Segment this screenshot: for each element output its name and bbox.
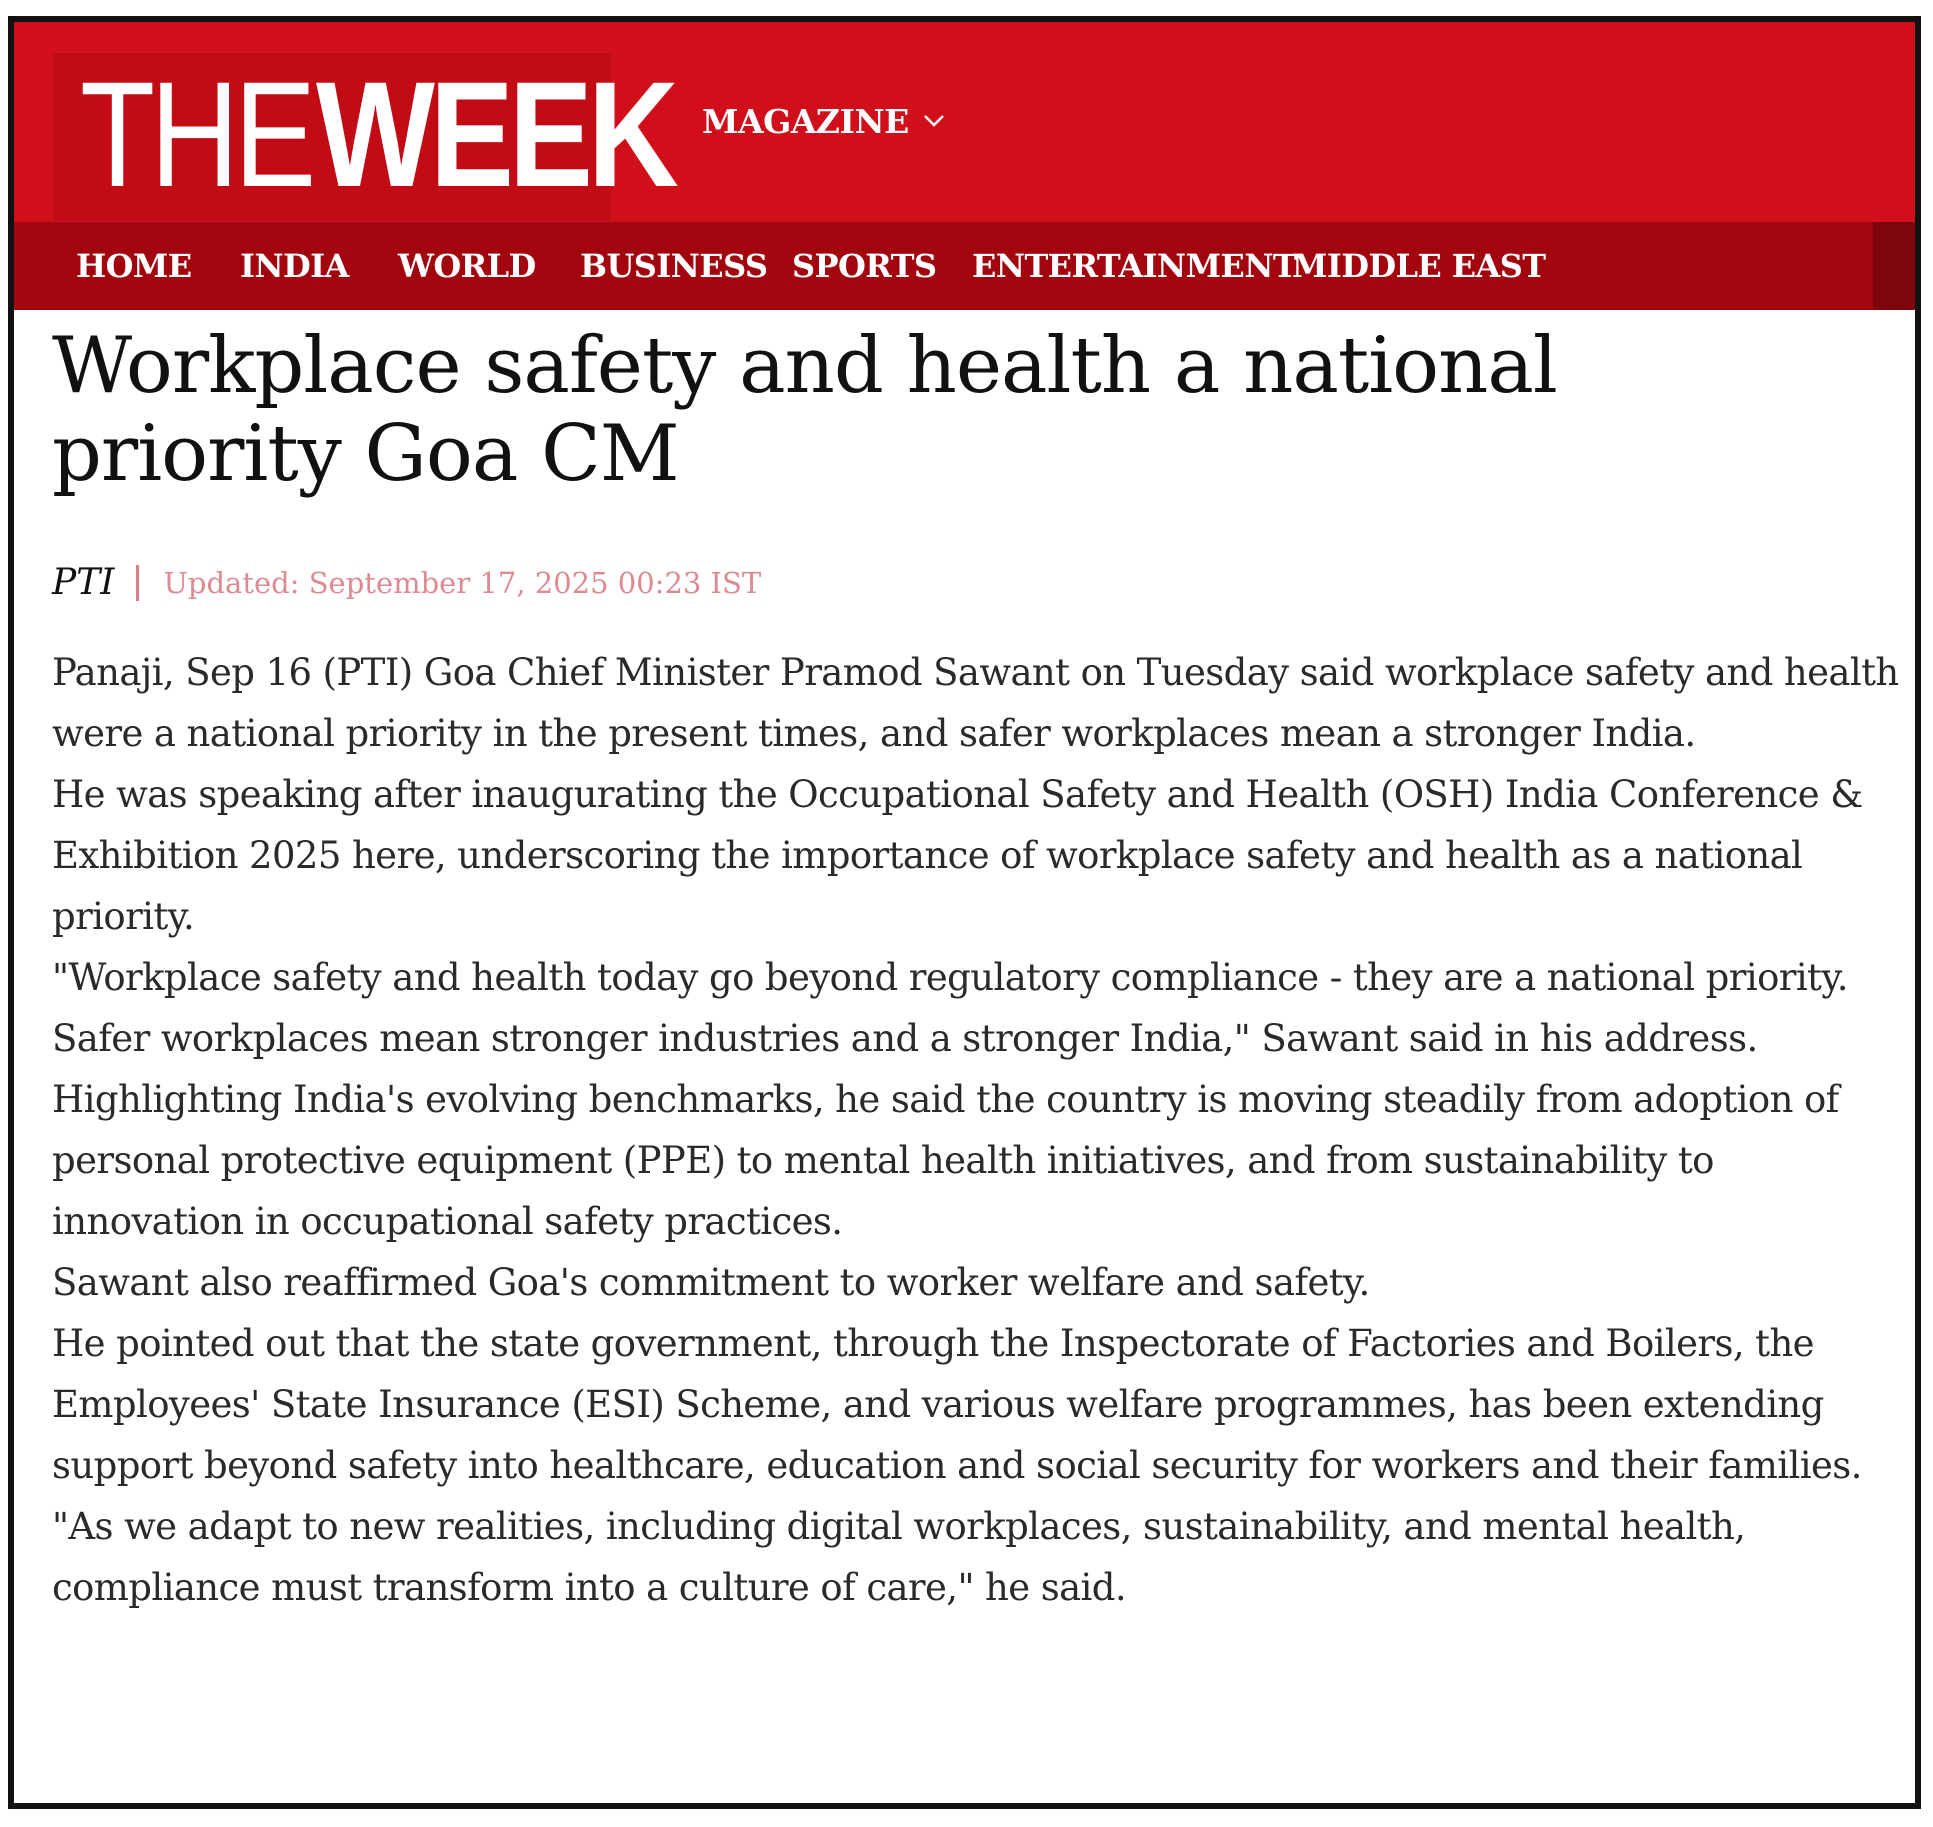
article-byline (52, 562, 761, 603)
article-body (52, 642, 1912, 1618)
magazine-dropdown[interactable] (702, 102, 945, 141)
article-headline: Workplace safety and health a national priority Goa CM (52, 321, 1557, 499)
main-nav (14, 222, 1915, 310)
site-header (14, 22, 1915, 222)
article-paragraph: He pointed out that the state government, through the Inspectorate of Factories and Boilers, the Employees' State Insurance (ESI) Scheme, and various welfare programmes, has been extending support beyond safety into healthcare, education and social security for workers and their families. (52, 1322, 1862, 1487)
article-paragraph: Highlighting India's evolving benchmarks, he said the country is moving steadily from adoption of personal protective equipment (PPE) to mental health initiatives, and from sustainability to innovation in occupational safety practices. (52, 1078, 1839, 1243)
site-logo[interactable] (52, 50, 674, 222)
nav-item-middle-east[interactable]: MIDDLE EAST (1292, 247, 1546, 285)
logo-bold-text: WEEK (316, 50, 674, 218)
nav-item-entertainment[interactable]: ENTERTAINMENT (972, 247, 1297, 285)
byline-separator (136, 565, 139, 601)
screenshot-frame (8, 16, 1921, 1809)
article-paragraph: "Workplace safety and health today go beyond regulatory compliance - they are a national priority. Safer workplaces mean stronger industries and a stronger India," Sawant said in his address. (52, 956, 1848, 1060)
article-author[interactable]: PTI (52, 562, 115, 603)
article-paragraph: He was speaking after inaugurating the Occupational Safety and Health (OSH) India Conference & Exhibition 2025 here, underscoring the importance of workplace safety and health as a national priority. (52, 773, 1863, 938)
article-paragraph: "As we adapt to new realities, including digital workplaces, sustainability, and mental health, compliance must transform into a culture of care," he said. (52, 1505, 1746, 1609)
article-updated-time: Updated: September 17, 2025 00:23 IST (163, 565, 762, 600)
magazine-label: MAGAZINE (702, 102, 909, 141)
nav-overflow-strip (1873, 222, 1915, 310)
logo-thin-text: THE (80, 50, 312, 218)
logo-wordmark (80, 50, 742, 218)
nav-item-business[interactable]: BUSINESS (580, 247, 768, 285)
nav-item-world[interactable]: WORLD (398, 247, 536, 285)
nav-item-home[interactable]: HOME (76, 247, 192, 285)
nav-item-sports[interactable]: SPORTS (792, 247, 937, 285)
nav-item-india[interactable]: INDIA (240, 247, 349, 285)
article-paragraph: Panaji, Sep 16 (PTI) Goa Chief Minister Pramod Sawant on Tuesday said workplace safety and health were a national priority in the present times, and safer workplaces mean a stronger India. (52, 651, 1899, 755)
article-paragraph: Sawant also reaffirmed Goa's commitment to worker welfare and safety. (52, 1261, 1370, 1304)
chevron-down-icon (923, 109, 945, 131)
